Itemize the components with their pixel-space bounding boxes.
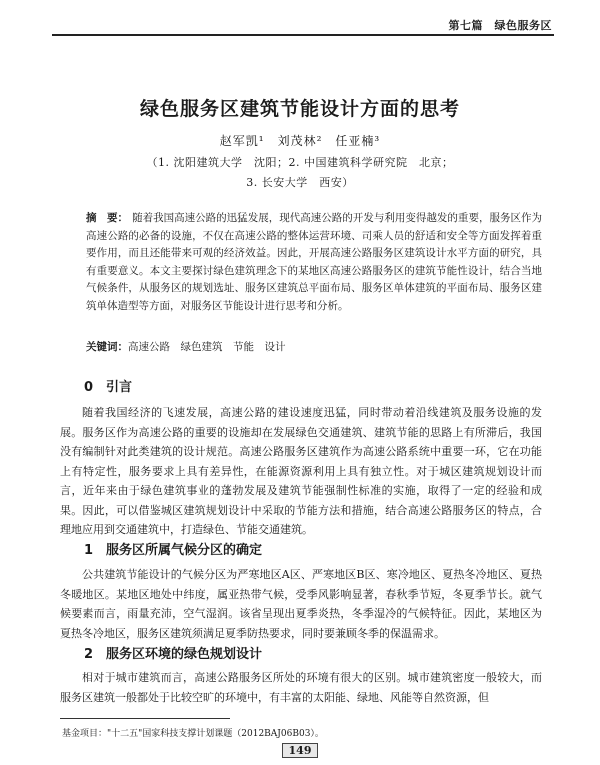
affiliation-line-2: 3. 长安大学 西安） xyxy=(246,176,354,189)
keywords-text: 高速公路 绿色建筑 节能 设计 xyxy=(128,341,286,353)
affiliation-line-1: （1. 沈阳建筑大学 沈阳；2. 中国建筑科学研究院 北京； xyxy=(146,156,454,169)
section-body-climate-zone: 公共建筑节能设计的气候分区为严寒地区A区、严寒地区B区、寒冷地区、夏热冬冷地区、夏热冬暖地区。某地区地处中纬度，属亚热带气候，受季风影响显著，春秋季节短，冬夏季节长。就气候要素而言，雨量充沛，空气湿润。该省呈现出夏季炎热，冬季湿冷的气候特征。因此，某地区为夏热冬冷地区，服务区建筑须满足夏季防热要求，同时要兼顾冬季的保温需求。 xyxy=(60,568,542,640)
article-title: 绿色服务区建筑节能设计方面的思考 xyxy=(139,98,460,120)
page-number xyxy=(0,744,600,757)
section-heading-green-planning: 2 服务区环境的绿色规划设计 xyxy=(84,647,263,662)
section-heading-climate-zone: 1 服务区所属气候分区的确定 xyxy=(84,543,263,558)
footnote-rule xyxy=(60,718,230,719)
section-heading-introduction: 0 引言 xyxy=(84,380,133,395)
abstract-block xyxy=(86,210,542,315)
abstract-label: 摘 要： xyxy=(86,212,129,224)
footnote-funding: 基金项目："十二五"国家科技支撑计划课题（2012BAJ06B03）。 xyxy=(62,729,324,739)
author-list: 赵军凯¹ 刘茂林² 任亚楠³ xyxy=(219,134,381,148)
section-body-introduction: 随着我国经济的飞速发展，高速公路的建设速度迅猛，同时带动着沿线建筑及服务设施的发展。服务区作为高速公路的重要的设施却在发展绿色交通建筑、建筑节能的思路上有所滞后，我国没有编制针对此类建筑的设计规范。高速公路服务区建筑作为高速公路系统中重要一环，它在功能上有特定性，服务要求上具有差异性，在能源资源利用上具有独立性。对于城区建筑规划设计而言，近年来由于绿色建筑事业的蓬勃发展及建筑节能强制性标准的实施，取得了一定的经验和成果。因此，可以借鉴城区建筑规划设计中采取的节能方法和措施，结合高速公路服务区的特点，合理地应用到交通建筑中，打造绿色、节能交通建筑。 xyxy=(60,406,542,536)
running-header: 第七篇 绿色服务区 xyxy=(448,19,552,32)
abstract-text: 随着我国高速公路的迅猛发展，现代高速公路的开发与利用变得越发的重要，服务区作为高速公路的必备的设施，不仅在高速公路的整体运营环境、司乘人员的舒适和安全等方面发挥着重要作用，而且还能带来可观的经济效益。因此，开展高速公路服务区建筑设计水平方面的研究，具有重要意义。本文主要探讨绿色建筑理念下的某地区高速公路服务区的建筑节能性设计，结合当地气候条件，从服务区的规划选址、服务区建筑总平面布局、服务区单体建筑的平面布局、服务区建筑单体造型等方面，对服务区节能设计进行思考和分析。 xyxy=(86,212,543,312)
header-rule xyxy=(52,34,554,36)
section-body-green-planning: 相对于城市建筑而言，高速公路服务区所处的环境有很大的区别。城市建筑密度一般较大，而服务区建筑一般都处于比较空旷的环境中，有丰富的太阳能、绿地、风能等自然资源，但 xyxy=(60,671,542,704)
keywords-block xyxy=(86,339,542,354)
page-number-value: 149 xyxy=(282,743,319,758)
keywords-label: 关键词： xyxy=(86,341,128,353)
